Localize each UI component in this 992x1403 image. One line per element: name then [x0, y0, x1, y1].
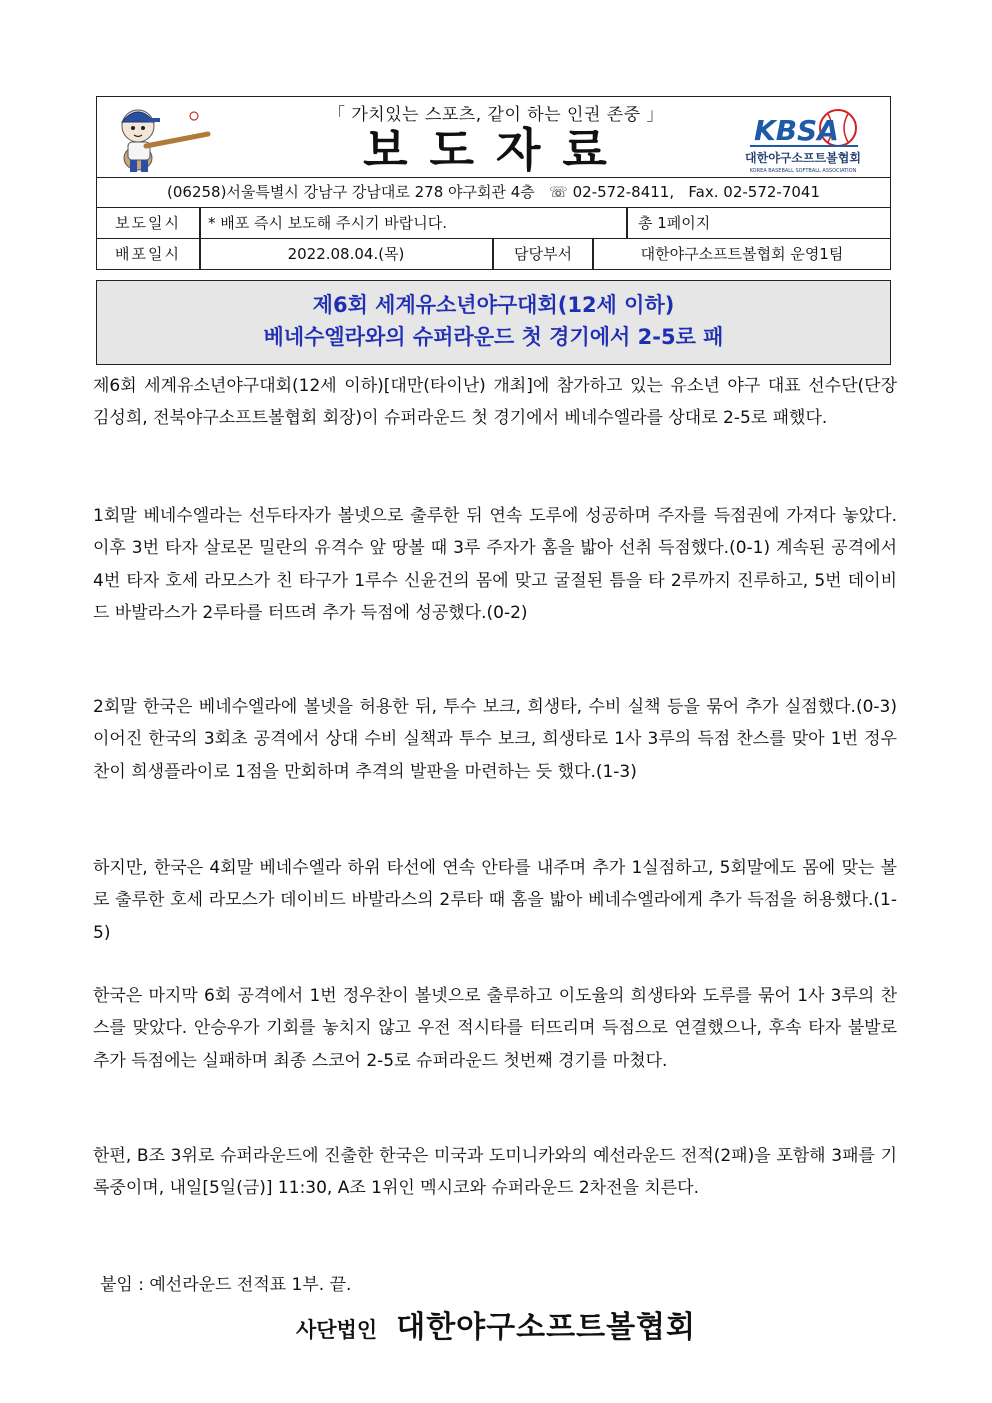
paragraph-6: 한편, B조 3위로 슈퍼라운드에 진출한 한국은 미국과 도미니카와의 예선라운드 전적(2패)을 포함해 3패를 기록중이며, 내일[5일(금)] 11:30, A조 1위인 멕시코와 슈퍼라운드 2차전을 치른다.	[93, 1146, 897, 1199]
fax: Fax. 02-572-7041	[688, 183, 820, 201]
paragraph-4: 하지만, 한국은 4회말 베네수엘라 하위 타선에 연속 안타를 내주며 추가 1실점하고, 5회말에도 몸에 맞는 볼로 출루한 호세 라모스가 데이비드 바발라스의 2루타 때 홈을 밟아 베네수엘라에게 추가 득점을 허용했다.(1-5)	[93, 858, 897, 943]
paragraph-5: 한국은 마지막 6회 공격에서 1번 정우찬이 볼넷으로 출루하고 이도율의 희생타와 도루를 묶어 1사 3루의 찬스를 맞았다. 안승우가 기회를 놓치지 않고 우전 적시타를 터뜨리며 득점으로 연결했으나, 후속 타자 불발로 추가 득점에는 실패하며 최종 스코어 2-5로 슈퍼라운드 첫번째 경기를 마쳤다.	[93, 986, 897, 1071]
signature-prefix: 사단법인	[295, 1318, 378, 1342]
distribution-row	[96, 239, 891, 270]
paragraph-2: 1회말 베네수엘라는 선두타자가 볼넷으로 출루한 뒤 연속 도루에 성공하며 주자를 득점권에 가져다 놓았다. 이후 3번 타자 살로몬 밀란의 유격수 앞 땅볼 때 3루 주자가 홈을 밟아 선취 득점했다.(0-1) 계속된 공격에서 4번 타자 호세 라모스가 친 타구가 1루수 신윤건의 몸에 맞고 굴절된 틈을 타 2루까지 진루하고, 5번 데이비드 바발라스가 2루타를 터뜨려 추가 득점에 성공했다.(0-2)	[93, 506, 897, 623]
contact-row	[96, 178, 891, 208]
logo-org-kr: 대한야구소프트볼협회	[745, 151, 861, 165]
signature	[0, 1302, 992, 1346]
department-label: 담당부서	[514, 245, 572, 263]
document-title: 보도자료	[363, 123, 629, 177]
headline-line-2: 베네수엘라와의 슈퍼라운드 첫 경기에서 2-5로 패	[263, 325, 724, 349]
report-time-label: 보도일시	[115, 214, 181, 232]
address: (06258)서울특별시 강남구 강남대로 278 야구회관 4층	[167, 183, 535, 201]
headline-box	[96, 280, 891, 365]
headline-line-1: 제6회 세계유소년야구대회(12세 이하)	[312, 293, 675, 317]
slogan: 「 가치있는 스포츠, 같이 하는 인권 존중 」	[327, 105, 665, 125]
page-count: 총 1페이지	[638, 214, 711, 232]
logo-text: KBSA	[754, 114, 839, 147]
signature-org: 대한야구소프트볼협회	[396, 1310, 697, 1345]
attachment-note: 붙임 : 예선라운드 전적표 1부. 끝.	[100, 1275, 352, 1295]
distribution-label: 배포일시	[115, 245, 181, 263]
phone: ☏ 02-572-8411,	[549, 183, 675, 201]
paragraph-1: 제6회 세계유소년야구대회(12세 이하)[대만(타이난) 개최]에 참가하고 있는 유소년 야구 대표 선수단(단장 김성희, 전북야구소프트볼협회 회장)이 슈퍼라운드 첫 경기에서 베네수엘라를 상대로 2-5로 패했다.	[93, 376, 897, 429]
department-value: 대한야구소프트볼협회 운영1팀	[640, 245, 844, 263]
logo-org-en: KOREA BASEBALL SOFTBALL ASSOCIATION	[749, 168, 857, 174]
report-time-value: * 배포 즉시 보도해 주시기 바랍니다.	[208, 214, 447, 232]
report-time-row	[96, 208, 891, 239]
paragraph-3: 2회말 한국은 베네수엘라에 볼넷을 허용한 뒤, 투수 보크, 희생타, 수비 실책 등을 묶어 추가 실점했다.(0-3) 이어진 한국의 3회초 공격에서 상대 수비 실책과 투수 보크, 희생타로 1사 3루의 득점 찬스를 맞아 1번 정우찬이 희생플라이로 1점을 만회하며 추격의 발판을 마련하는 듯 했다.(1-3)	[93, 697, 897, 782]
kbsa-logo	[728, 100, 878, 176]
distribution-date: 2022.08.04.(목)	[287, 245, 405, 263]
